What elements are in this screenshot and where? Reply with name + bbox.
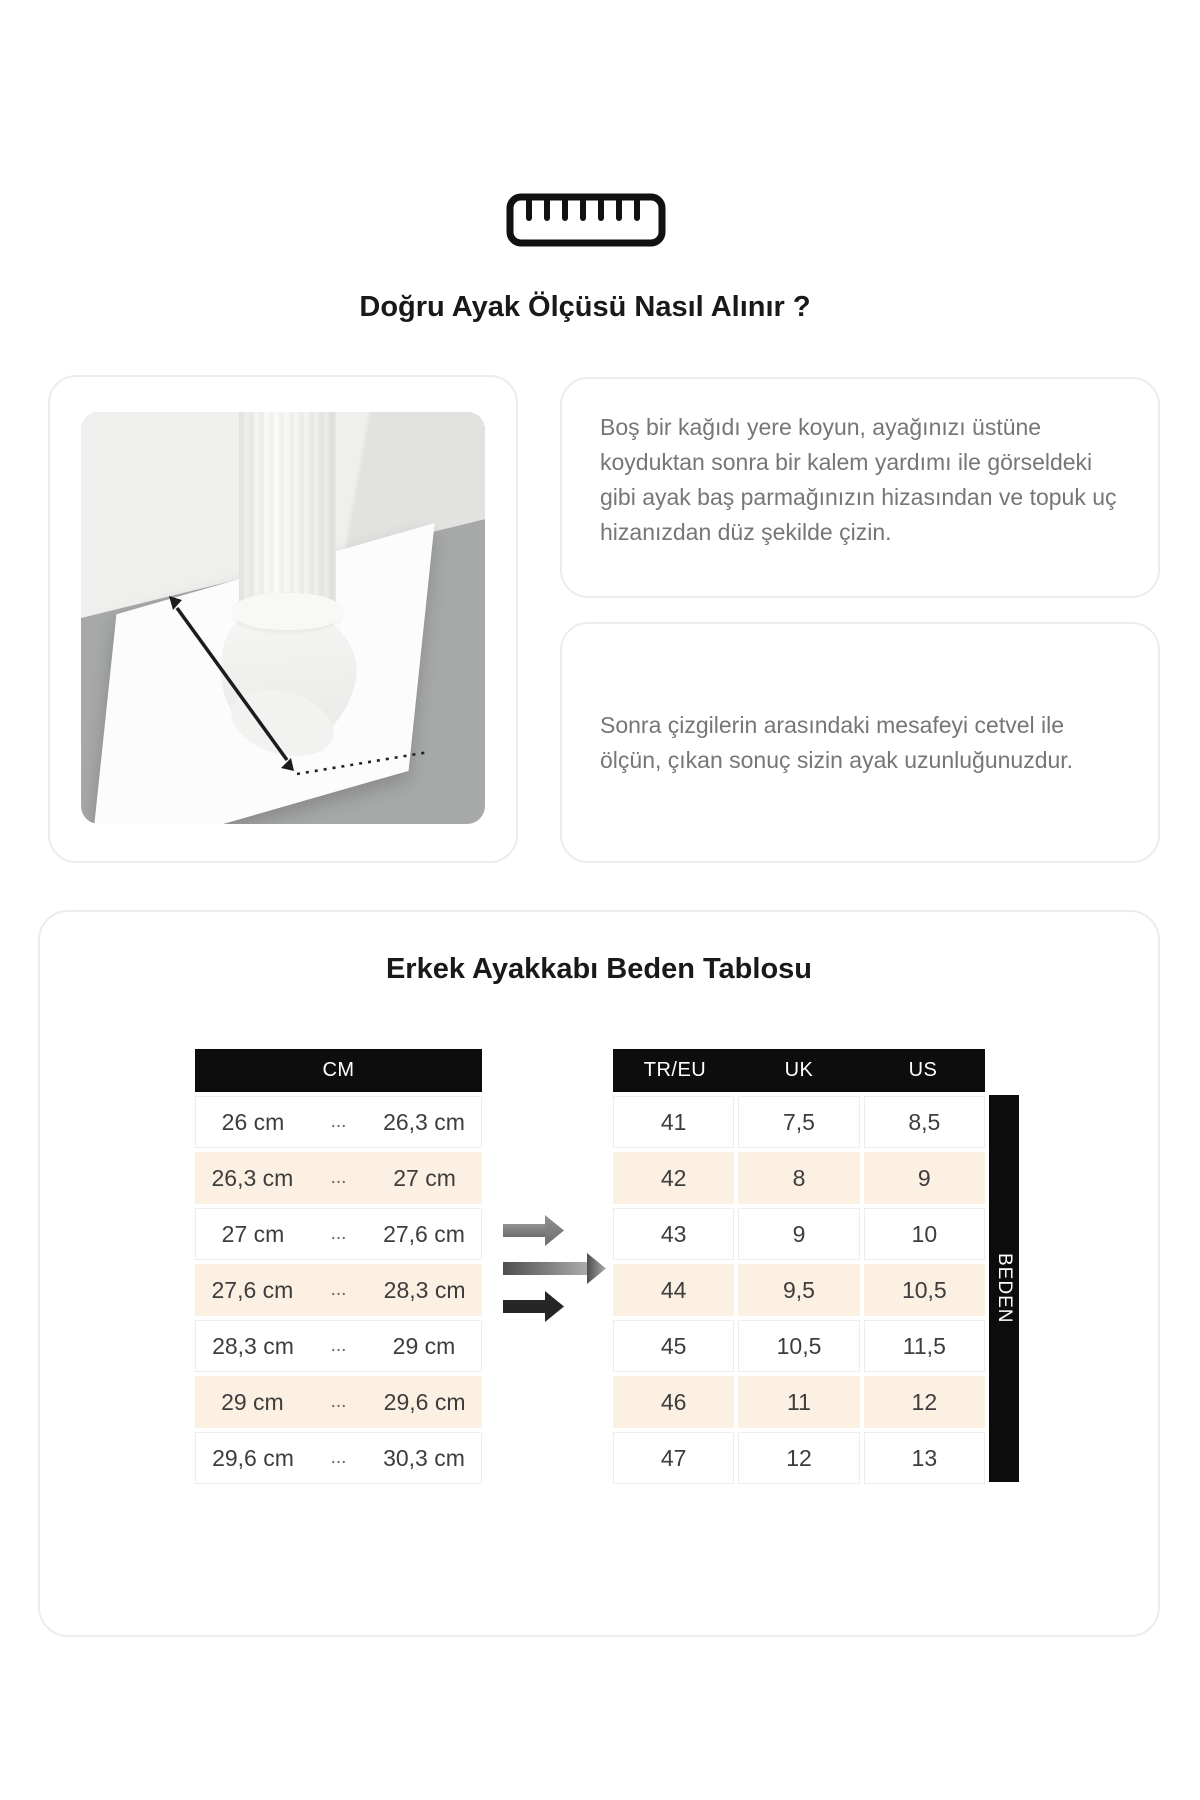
instruction-step-1: Boş bir kağıdı yere koyun, ayağınızı üstüne koyduktan sonra bir kalem yardımı ile görseldeki gibi ayak baş parmağınızın hizasından ve topuk uç hizanızdan düz şekilde çizin. — [600, 414, 1117, 545]
size-cell: 8,5 — [864, 1096, 985, 1148]
cm-table-row: 26 cm ... 26,3 cm — [195, 1096, 482, 1148]
ruler-icon — [506, 193, 666, 247]
size-chart-title: Erkek Ayakkabı Beden Tablosu — [385, 953, 813, 985]
cm-table-row: 27,6 cm ... 28,3 cm — [195, 1264, 482, 1316]
size-cell: 10,5 — [738, 1320, 859, 1372]
size-cell: 43 — [613, 1208, 734, 1260]
size-table-header-uk: UK — [784, 1059, 814, 1081]
page-title: Doğru Ayak Ölçüsü Nasıl Alınır ? — [359, 291, 811, 323]
size-cell: 11,5 — [864, 1320, 985, 1372]
size-cell: 9 — [738, 1208, 859, 1260]
cm-table — [195, 1049, 482, 1484]
size-cell: 12 — [864, 1376, 985, 1428]
cm-table-row: 26,3 cm ... 27 cm — [195, 1152, 482, 1204]
beden-side-label: BEDEN — [989, 1095, 1019, 1482]
size-table-body — [613, 1096, 985, 1484]
cm-table-row: 27 cm ... 27,6 cm — [195, 1208, 482, 1260]
instruction-step-2: Sonra çizgilerin arasındaki mesafeyi cetvel ile ölçün, çıkan sonuç sizin ayak uzunluğunuzdur. — [600, 711, 1074, 773]
size-cell: 8 — [738, 1152, 859, 1204]
size-cell: 47 — [613, 1432, 734, 1484]
foot-measurement-photo-card — [48, 375, 518, 863]
cm-table-header: CM — [195, 1049, 482, 1092]
cm-table-row: 29 cm ... 29,6 cm — [195, 1376, 482, 1428]
size-cell: 11 — [738, 1376, 859, 1428]
size-chart-card — [38, 910, 1160, 1637]
size-cell: 7,5 — [738, 1096, 859, 1148]
size-cell: 13 — [864, 1432, 985, 1484]
size-cell: 44 — [613, 1264, 734, 1316]
cm-table-row: 29,6 cm ... 30,3 cm — [195, 1432, 482, 1484]
size-table-header-us: US — [908, 1059, 938, 1081]
size-cell: 10 — [864, 1208, 985, 1260]
size-table-header-treu: TR/EU — [643, 1059, 707, 1081]
cm-table-row: 28,3 cm ... 29 cm — [195, 1320, 482, 1372]
size-cell: 46 — [613, 1376, 734, 1428]
size-cell: 45 — [613, 1320, 734, 1372]
size-conversion-table — [613, 1049, 985, 1484]
size-cell: 41 — [613, 1096, 734, 1148]
instruction-card-1 — [560, 377, 1160, 598]
measurement-arrow-icon — [81, 412, 485, 824]
foot-measurement-photo — [81, 412, 485, 824]
instruction-card-2 — [560, 622, 1160, 863]
size-cell: 42 — [613, 1152, 734, 1204]
size-table-header-row — [613, 1049, 985, 1092]
size-cell: 12 — [738, 1432, 859, 1484]
size-cell: 9 — [864, 1152, 985, 1204]
size-cell: 9,5 — [738, 1264, 859, 1316]
size-cell: 10,5 — [864, 1264, 985, 1316]
transfer-arrows-icon — [502, 1212, 608, 1324]
